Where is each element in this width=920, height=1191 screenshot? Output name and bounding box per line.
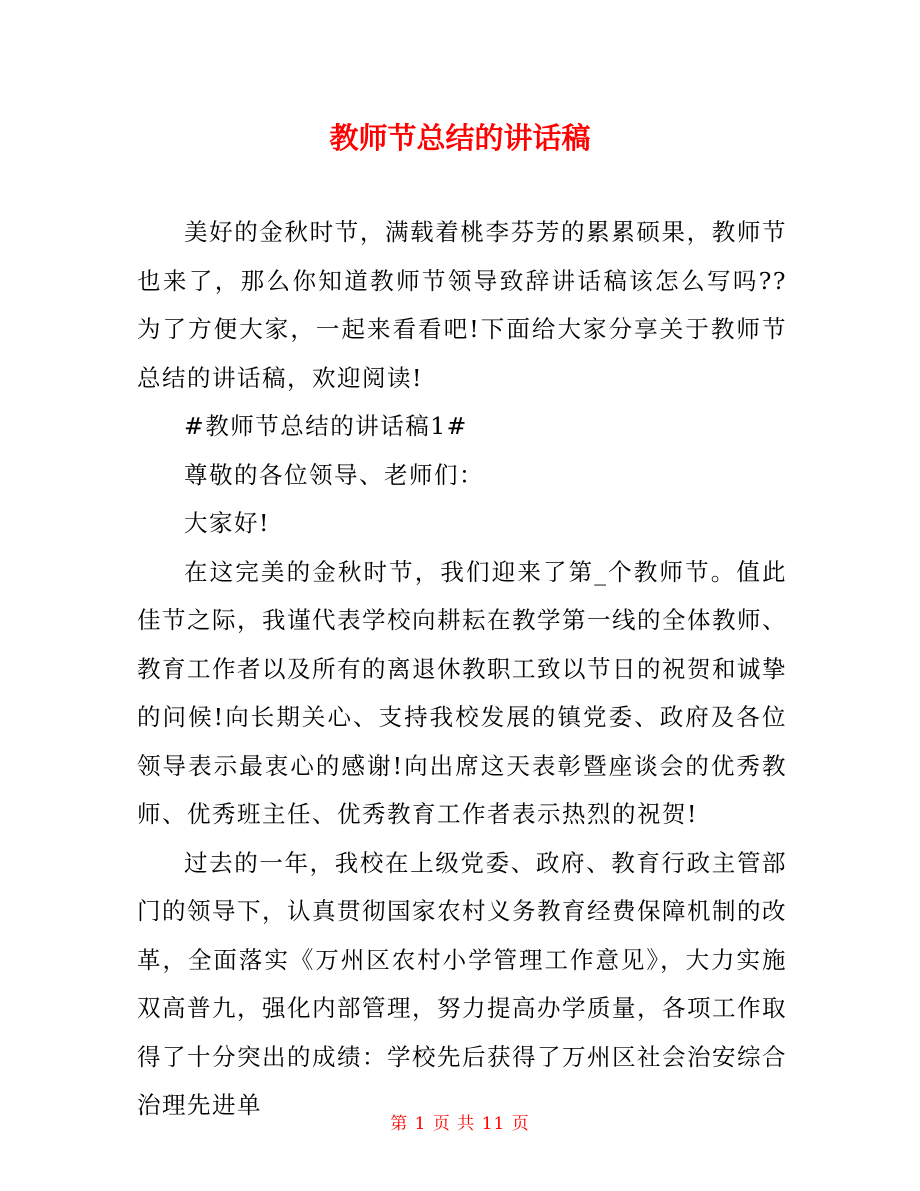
section-heading: #教师节总结的讲话稿1#	[184, 412, 468, 440]
page-number-footer	[0, 1112, 920, 1136]
document-body	[137, 208, 787, 1130]
salutation: 尊敬的各位领导、老师们：	[184, 460, 484, 489]
paragraph-intro: 美好的金秋时节，满载着桃李芬芳的累累硕果，教师节也来了，那么你知道教师节领导致辞讲话稿该怎么写吗??为了方便大家，一起来看看吧!下面给大家分享关于教师节总结的讲话稿，欢迎阅读!	[137, 218, 787, 392]
paragraph-festival: 在这完美的金秋时节，我们迎来了第_个教师节。值此佳节之际，我谨代表学校向耕耘在教学第一线的全体教师、教育工作者以及所有的离退休教职工致以节日的祝贺和诚挚的问候!向长期关心、支持我校发展的镇党委、政府及各位领导表示最衷心的感谢!向出席这天表彰暨座谈会的优秀教师、优秀班主任、优秀教育工作者表示热烈的祝贺!	[137, 557, 787, 828]
greeting: 大家好!	[184, 509, 270, 537]
paragraph-achievements: 过去的一年，我校在上级党委、政府、教育行政主管部门的领导下，认真贯彻国家农村义务教育经费保障机制的改革，全面落实《万州区农村小学管理工作意见》，大力实施双高普九，强化内部管理，努力提高办学质量，各项工作取得了十分突出的成绩：学校先后获得了万州区社会治安综合治理先进单	[137, 848, 787, 1119]
document-title: 教师节总结的讲话稿	[329, 121, 591, 155]
page-number-label: 第 1 页 共 11 页	[390, 1114, 530, 1134]
